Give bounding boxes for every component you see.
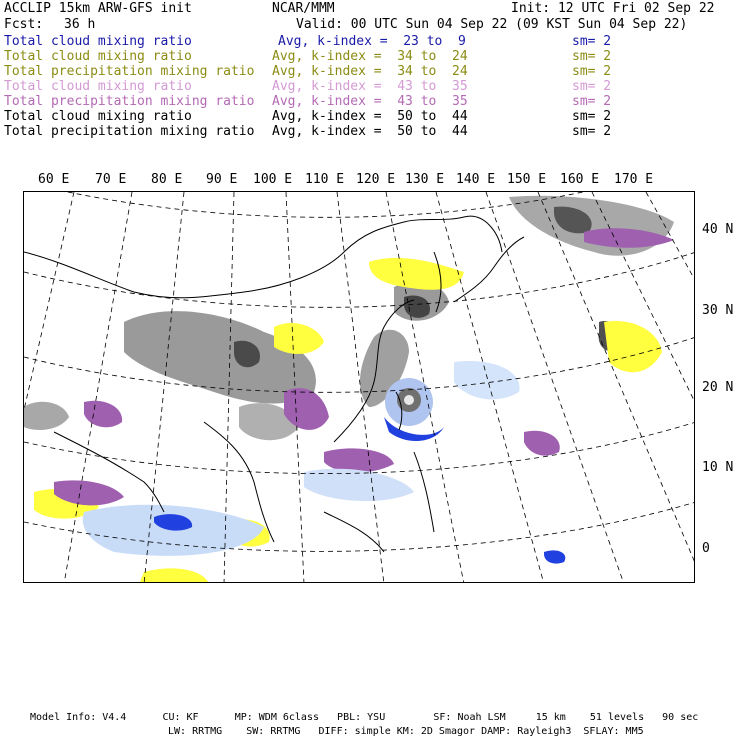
- field-name: Total precipitation mixing ratio: [4, 124, 255, 139]
- cloud-light-blue: [454, 361, 520, 399]
- longitude-label: 150 E: [507, 172, 547, 187]
- forecast-label: Fcst:: [4, 17, 44, 32]
- longitude-label: 60 E: [38, 172, 70, 187]
- cloud-purple: [84, 401, 122, 428]
- longitude-label: 140 E: [456, 172, 496, 187]
- cloud-gray: [24, 402, 69, 430]
- center-label: NCAR/MMM: [272, 1, 335, 16]
- typhoon-eye: [404, 395, 414, 405]
- field-k-index: Avg, k-index = 34 to 24: [272, 49, 468, 64]
- field-name: Total cloud mixing ratio: [4, 34, 192, 49]
- longitude-label: 100 E: [253, 172, 293, 187]
- model-info: Model Info: V4.4 CU: KF MP: WDM 6class PBL: YSU SF: Noah LSM 15 km 51 levels 90 sec: [30, 712, 699, 723]
- map-canvas: [24, 192, 695, 583]
- field-k-index: Avg, k-index = 34 to 24: [272, 64, 468, 79]
- field-smoothing: sm= 2: [572, 94, 612, 109]
- field-k-index: Avg, k-index = 43 to 35: [272, 79, 468, 94]
- longitude-label: 170 E: [614, 172, 654, 187]
- latitude-line: [24, 252, 695, 307]
- field-k-index: Avg, k-index = 43 to 35: [272, 94, 468, 109]
- field-name: Total precipitation mixing ratio: [4, 94, 255, 109]
- field-smoothing: sm= 2: [572, 64, 612, 79]
- field-name: Total cloud mixing ratio: [4, 79, 192, 94]
- field-name: Total cloud mixing ratio: [4, 49, 192, 64]
- field-name: Total cloud mixing ratio: [4, 109, 192, 124]
- longitude-label: 70 E: [95, 172, 127, 187]
- longitude-label: 130 E: [405, 172, 445, 187]
- longitude-label: 80 E: [151, 172, 183, 187]
- field-k-index: Avg, k-index = 50 to 44: [272, 109, 468, 124]
- cloud-yellow: [369, 258, 464, 290]
- latitude-label: 40 N: [702, 222, 734, 237]
- cloud-blue: [544, 550, 565, 563]
- coastline-borneo: [324, 512, 384, 552]
- longitude-line: [436, 192, 544, 583]
- latitude-label: 0: [702, 541, 710, 556]
- cloud-yellow: [274, 323, 324, 354]
- forecast-map: [23, 191, 695, 583]
- field-k-index: Avg, k-index = 23 to 9: [278, 34, 466, 49]
- init-time: Init: 12 UTC Fri 02 Sep 22: [511, 1, 715, 16]
- valid-time: Valid: 00 UTC Sun 04 Sep 22 (09 KST Sun 04 Sep 22): [296, 17, 688, 32]
- longitude-label: 90 E: [206, 172, 238, 187]
- latitude-label: 30 N: [702, 303, 734, 318]
- field-name: Total precipitation mixing ratio: [4, 64, 255, 79]
- latitude-label: 10 N: [702, 460, 734, 475]
- field-smoothing: sm= 2: [572, 34, 612, 49]
- longitude-label: 120 E: [356, 172, 396, 187]
- forecast-hours: 36 h: [64, 17, 96, 32]
- field-smoothing: sm= 2: [572, 109, 612, 124]
- field-k-index: Avg, k-index = 50 to 44: [272, 124, 468, 139]
- longitude-label: 110 E: [305, 172, 345, 187]
- field-smoothing: sm= 2: [572, 79, 612, 94]
- field-smoothing: sm= 2: [572, 124, 612, 139]
- latitude-label: 20 N: [702, 380, 734, 395]
- cloud-purple: [524, 431, 560, 456]
- longitude-label: 160 E: [560, 172, 600, 187]
- cloud-yellow: [604, 321, 662, 372]
- longitude-line: [24, 192, 74, 583]
- cloud-yellow: [139, 568, 209, 583]
- map-title: ACCLIP 15km ARW-GFS init: [4, 1, 192, 16]
- coastline-philippines: [414, 452, 434, 532]
- field-smoothing: sm= 2: [572, 49, 612, 64]
- model-physics: LW: RRTMG SW: RRTMG DIFF: simple KM: 2D Smagor DAMP: Rayleigh3 SFLAY: MM5: [168, 726, 644, 737]
